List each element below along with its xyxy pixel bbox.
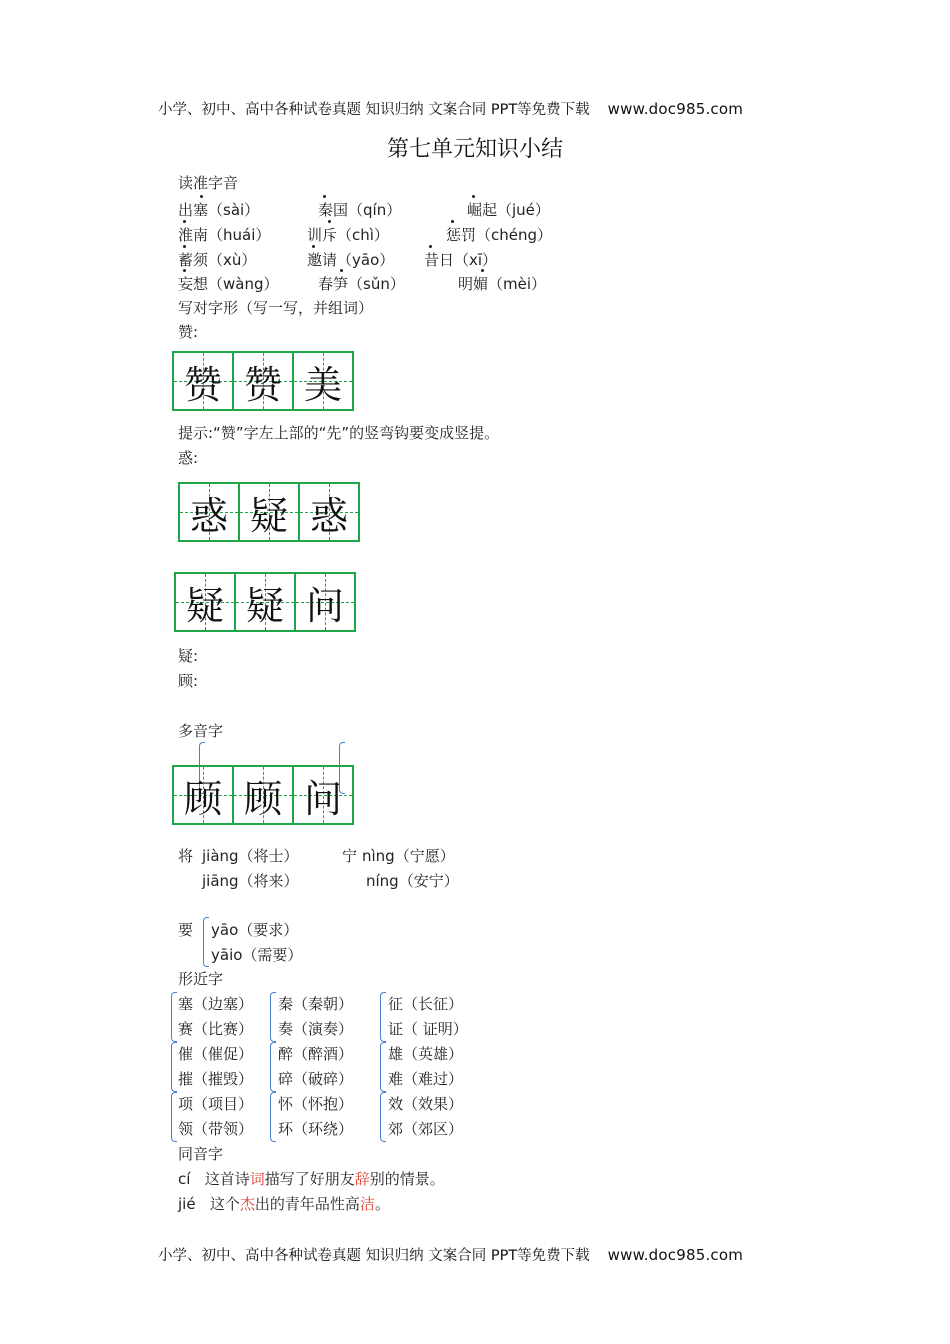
emphasis-dot xyxy=(183,245,186,248)
polyphonic-char-ning: 宁 xyxy=(342,847,358,865)
homophone-pinyin: jié xyxy=(178,1195,196,1213)
page-title: 第七单元知识小结 xyxy=(386,137,563,162)
emphasis-dot xyxy=(312,245,315,248)
highlight-char: 洁 xyxy=(359,1195,375,1213)
grid-char: 问 xyxy=(305,583,344,628)
polyphonic-reading: yāio（需要） xyxy=(211,946,303,964)
brace-bracket xyxy=(203,917,209,967)
emphasis-dot xyxy=(328,220,331,223)
grid-char: 惑 xyxy=(309,493,348,538)
grid-cell xyxy=(180,484,240,540)
sentence-part: 描写了好朋友 xyxy=(264,1170,355,1188)
polyphonic-reading: níng（安宁） xyxy=(366,872,459,890)
brace-bracket xyxy=(380,992,386,1042)
similar-item: 塞（边塞） xyxy=(178,995,254,1013)
polyphonic-reading: yāo（要求） xyxy=(211,921,299,939)
emphasis-dot xyxy=(429,245,432,248)
similar-item: 催（催促） xyxy=(178,1045,254,1063)
polyphonic-reading: jiāng（将来） xyxy=(202,872,299,890)
pinyin-item: 秦国（qín） xyxy=(318,201,402,219)
grid-char: 顾 xyxy=(243,776,282,821)
section-heading-similar: 形近字 xyxy=(178,970,224,988)
banner-text: 小学、初中、高中各种试卷真题 知识归纳 文案合同 PPT等免费下载 xyxy=(158,1248,590,1264)
brace-bracket xyxy=(171,992,177,1042)
grid-cell xyxy=(294,767,352,823)
polyphonic-reading: jiàng（将士） xyxy=(202,847,299,865)
banner-url[interactable]: www.doc985.com xyxy=(607,1246,744,1264)
grid-cell xyxy=(240,484,300,540)
tianzige-grid-huo xyxy=(178,482,360,542)
emphasis-dot xyxy=(472,195,475,198)
brace-bracket xyxy=(171,1042,177,1092)
banner-url[interactable]: www.doc985.com xyxy=(607,100,744,118)
pinyin-item: 昔日（xī） xyxy=(424,251,498,269)
similar-item: 郊（郊区） xyxy=(388,1120,464,1138)
similar-item: 效（效果） xyxy=(388,1095,464,1113)
pinyin-item: 春笋（sǔn） xyxy=(318,275,405,293)
section-heading-polyphonic: 多音字 xyxy=(178,722,224,740)
similar-item: 摧（摧毁） xyxy=(178,1070,254,1088)
similar-item: 环（环绕） xyxy=(278,1120,354,1138)
grid-cell xyxy=(234,353,294,409)
grid-cell xyxy=(176,574,236,630)
similar-item: 项（项目） xyxy=(178,1095,254,1113)
homophone-sentence-jie xyxy=(178,1193,390,1214)
similar-item: 奏（演奏） xyxy=(278,1020,354,1038)
sentence-part: 出的青年品性高 xyxy=(254,1195,360,1213)
grid-char: 疑 xyxy=(245,583,284,628)
grid-cell xyxy=(294,353,352,409)
char-label-zan: 赞: xyxy=(178,323,199,341)
sentence-part: 这首诗 xyxy=(204,1170,250,1188)
pinyin-item: 蓄须（xù） xyxy=(178,251,257,269)
hint-text: 提示:“赞”字左上部的“先”的竖弯钩要变成竖提。 xyxy=(178,424,500,442)
char-label-gu: 顾: xyxy=(178,672,199,690)
pinyin-item: 崛起（jué） xyxy=(467,201,550,219)
emphasis-dot xyxy=(183,220,186,223)
brace-bracket xyxy=(270,1092,276,1142)
section-heading-homophones: 同音字 xyxy=(178,1145,224,1163)
similar-item: 秦（秦朝） xyxy=(278,995,354,1013)
polyphonic-reading: nìng（宁愿） xyxy=(362,847,455,865)
homophone-sentence-ci xyxy=(178,1168,445,1189)
grid-cell xyxy=(300,484,358,540)
grid-char: 赞 xyxy=(183,362,222,407)
similar-item: 证（ 证明） xyxy=(388,1020,468,1038)
polyphonic-char-yao: 要 xyxy=(178,921,194,939)
similar-item: 赛（比赛） xyxy=(178,1020,254,1038)
banner-text: 小学、初中、高中各种试卷真题 知识归纳 文案合同 PPT等免费下载 xyxy=(158,102,590,118)
brace-bracket xyxy=(171,1092,177,1142)
grid-cell xyxy=(234,767,294,823)
pinyin-item: 邀请（yāo） xyxy=(307,251,395,269)
sentence-part: 。 xyxy=(374,1195,390,1213)
similar-item: 醉（醉酒） xyxy=(278,1045,354,1063)
grid-char: 疑 xyxy=(249,493,288,538)
polyphonic-char-jiang: 将 xyxy=(178,847,194,865)
emphasis-dot xyxy=(340,269,343,272)
grid-char: 美 xyxy=(303,362,342,407)
similar-item: 雄（英雄） xyxy=(388,1045,464,1063)
pinyin-item: 出塞（sài） xyxy=(178,201,260,219)
emphasis-dot xyxy=(200,195,203,198)
highlight-char: 杰 xyxy=(239,1195,255,1213)
sentence-part: 这个 xyxy=(209,1195,240,1213)
brace-bracket xyxy=(270,1042,276,1092)
similar-item: 难（难过） xyxy=(388,1070,464,1088)
header-banner xyxy=(158,98,743,119)
tianzige-grid-yi xyxy=(174,572,356,632)
similar-item: 怀（怀抱） xyxy=(278,1095,354,1113)
brace-bracket xyxy=(380,1042,386,1092)
section-heading-writing: 写对字形（写一写，并组词） xyxy=(178,299,374,317)
similar-item: 征（长征） xyxy=(388,995,464,1013)
grid-char: 疑 xyxy=(185,583,224,628)
sentence-part: 别的情景。 xyxy=(369,1170,445,1188)
pinyin-item: 明媚（mèi） xyxy=(458,275,547,293)
emphasis-dot xyxy=(481,269,484,272)
grid-cell xyxy=(174,353,234,409)
highlight-char: 辞 xyxy=(354,1170,370,1188)
tianzige-grid-zan xyxy=(172,351,354,411)
grid-char: 惑 xyxy=(189,493,228,538)
grid-cell xyxy=(296,574,354,630)
similar-item: 碎（破碎） xyxy=(278,1070,354,1088)
grid-cell xyxy=(236,574,296,630)
pinyin-item: 训斥（chì） xyxy=(307,226,389,244)
emphasis-dot xyxy=(451,220,454,223)
highlight-char: 词 xyxy=(249,1170,265,1188)
footer-banner xyxy=(158,1244,743,1265)
pinyin-item: 妄想（wàng） xyxy=(178,275,279,293)
emphasis-dot xyxy=(323,195,326,198)
homophone-pinyin: cí xyxy=(178,1170,191,1188)
brace-bracket xyxy=(380,1092,386,1142)
char-label-huo: 惑: xyxy=(178,449,199,467)
tianzige-grid-gu xyxy=(172,765,354,825)
grid-char: 问 xyxy=(303,776,342,821)
grid-char: 赞 xyxy=(243,362,282,407)
brace-bracket xyxy=(270,992,276,1042)
emphasis-dot xyxy=(183,269,186,272)
pinyin-item: 惩罚（chéng） xyxy=(446,226,553,244)
section-heading-pronunciation: 读准字音 xyxy=(178,174,239,192)
char-label-yi: 疑: xyxy=(178,647,199,665)
similar-item: 领（带领） xyxy=(178,1120,254,1138)
pinyin-item: 淮南（huái） xyxy=(178,226,271,244)
grid-char: 顾 xyxy=(183,776,222,821)
grid-cell xyxy=(174,767,234,823)
